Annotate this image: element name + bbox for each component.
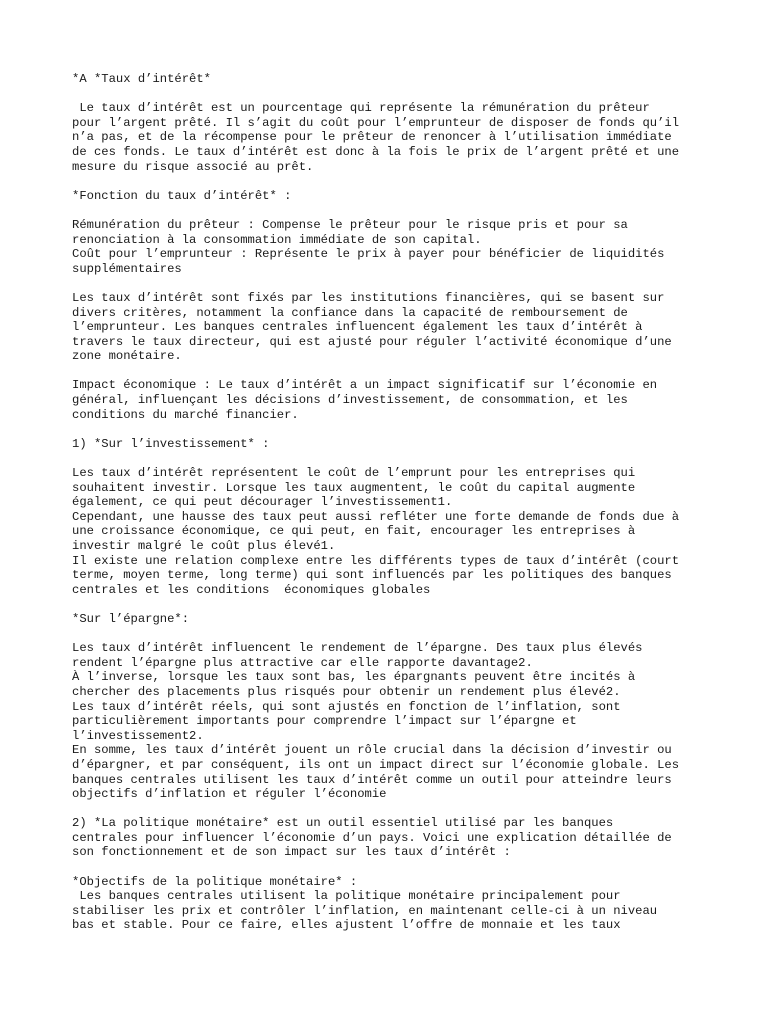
text-line: général, influençant les décisions d’investissement, de consommation, et les (72, 393, 628, 408)
blank-line (72, 597, 712, 612)
text-line: centrales et les conditions économiques globales (72, 582, 431, 597)
text-line: mesure du risque associé au prêt. (72, 159, 314, 174)
blank-line (72, 451, 712, 466)
text-line: *Objectifs de la politique monétaire* : (72, 874, 358, 889)
text-line: Le taux d’intérêt est un pourcentage qui représente la rémunération du prêteur (72, 101, 650, 116)
blank-line (72, 276, 712, 291)
blank-line (72, 627, 712, 642)
text-line: de ces fonds. Le taux d’intérêt est donc à la fois le prix de l’argent prêté et une (72, 144, 680, 159)
text-line: chercher des placements plus risqués pour obtenir un rendement plus élevé2. (72, 684, 621, 699)
text-line: également, ce qui peut décourager l’investissement1. (72, 495, 453, 510)
text-line: Rémunération du prêteur : Compense le prêteur pour le risque pris et pour sa (72, 217, 628, 232)
text-line: supplémentaires (72, 261, 182, 276)
text-line: Les banques centrales utilisent la politique monétaire principalement pour (72, 889, 621, 904)
text-line: l’investissement2. (72, 728, 204, 743)
document-body (72, 72, 712, 933)
text-line: conditions du marché financier. (72, 407, 299, 422)
text-line: une croissance économique, ce qui peut, en fait, encourager les entreprises à (72, 524, 636, 539)
blank-line (72, 860, 712, 875)
text-line: travers le taux directeur, qui est ajusté pour réguler l’activité économique d’une (72, 334, 672, 349)
text-line: souhaitent investir. Lorsque les taux augmentent, le coût du capital augmente (72, 480, 636, 495)
text-line: Les taux d’intérêt représentent le coût de l’emprunt pour les entreprises qui (72, 466, 636, 481)
text-line: particulièrement importants pour comprendre l’impact sur l’épargne et (72, 714, 577, 729)
text-line: À l’inverse, lorsque les taux sont bas, les épargnants peuvent être incités à (72, 670, 636, 685)
text-line: centrales pour influencer l’économie d’un pays. Voici une explication détaillée de (72, 830, 672, 845)
blank-line (72, 203, 712, 218)
text-line: Les taux d’intérêt influencent le rendement de l’épargne. Des taux plus élevés (72, 641, 643, 656)
text-line: d’épargner, et par conséquent, ils ont un impact direct sur l’économie globale. Les (72, 757, 680, 772)
text-line: Les taux d’intérêt sont fixés par les institutions financières, qui se basent sur (72, 290, 665, 305)
text-line: Cependant, une hausse des taux peut aussi refléter une forte demande de fonds due à (72, 509, 680, 524)
text-line: n’a pas, et de la récompense pour le prêteur de renoncer à l’utilisation immédiate (72, 130, 672, 145)
text-line: l’emprunteur. Les banques centrales influencent également les taux d’intérêt à (72, 320, 643, 335)
blank-line (72, 364, 712, 379)
text-line: Il existe une relation complexe entre les différents types de taux d’intérêt (court (72, 553, 680, 568)
text-line: 1) *Sur l’investissement* : (72, 436, 270, 451)
text-line: En somme, les taux d’intérêt jouent un rôle crucial dans la décision d’investir ou (72, 743, 672, 758)
text-line: terme, moyen terme, long terme) qui sont influencés par les politiques des banques (72, 568, 672, 583)
text-line: son fonctionnement et de son impact sur les taux d’intérêt : (72, 845, 511, 860)
text-line: zone monétaire. (72, 349, 182, 364)
text-line: Impact économique : Le taux d’intérêt a un impact significatif sur l’économie en (72, 378, 658, 393)
text-line: renonciation à la consommation immédiate de son capital. (72, 232, 482, 247)
text-line: Coût pour l’emprunteur : Représente le prix à payer pour bénéficier de liquidités (72, 247, 665, 262)
text-line: stabiliser les prix et contrôler l’inflation, en maintenant celle-ci à un niveau (72, 903, 658, 918)
text-line: rendent l’épargne plus attractive car elle rapporte davantage2. (72, 655, 533, 670)
blank-line (72, 802, 712, 817)
text-line: objectifs d’inflation et réguler l’économie (72, 787, 387, 802)
text-line: bas et stable. Pour ce faire, elles ajustent l’offre de monnaie et les taux (72, 918, 621, 933)
text-line: divers critères, notamment la confiance dans la capacité de remboursement de (72, 305, 628, 320)
text-line: 2) *La politique monétaire* est un outil essentiel utilisé par les banques (72, 816, 614, 831)
text-line: investir malgré le coût plus élevé1. (72, 539, 336, 553)
blank-line (72, 87, 712, 102)
blank-line (72, 422, 712, 437)
text-line: banques centrales utilisent les taux d’intérêt comme un outil pour atteindre leurs (72, 772, 672, 787)
text-line: pour l’argent prêté. Il s’agit du coût pour l’emprunteur de disposer de fonds qu’il (72, 115, 680, 130)
blank-line (72, 174, 712, 189)
text-line: Les taux d’intérêt réels, qui sont ajustés en fonction de l’inflation, sont (72, 699, 621, 714)
text-line: *A *Taux d’intérêt* (72, 72, 211, 86)
text-line: *Sur l’épargne*: (72, 611, 190, 626)
text-line: *Fonction du taux d’intérêt* : (72, 188, 292, 203)
